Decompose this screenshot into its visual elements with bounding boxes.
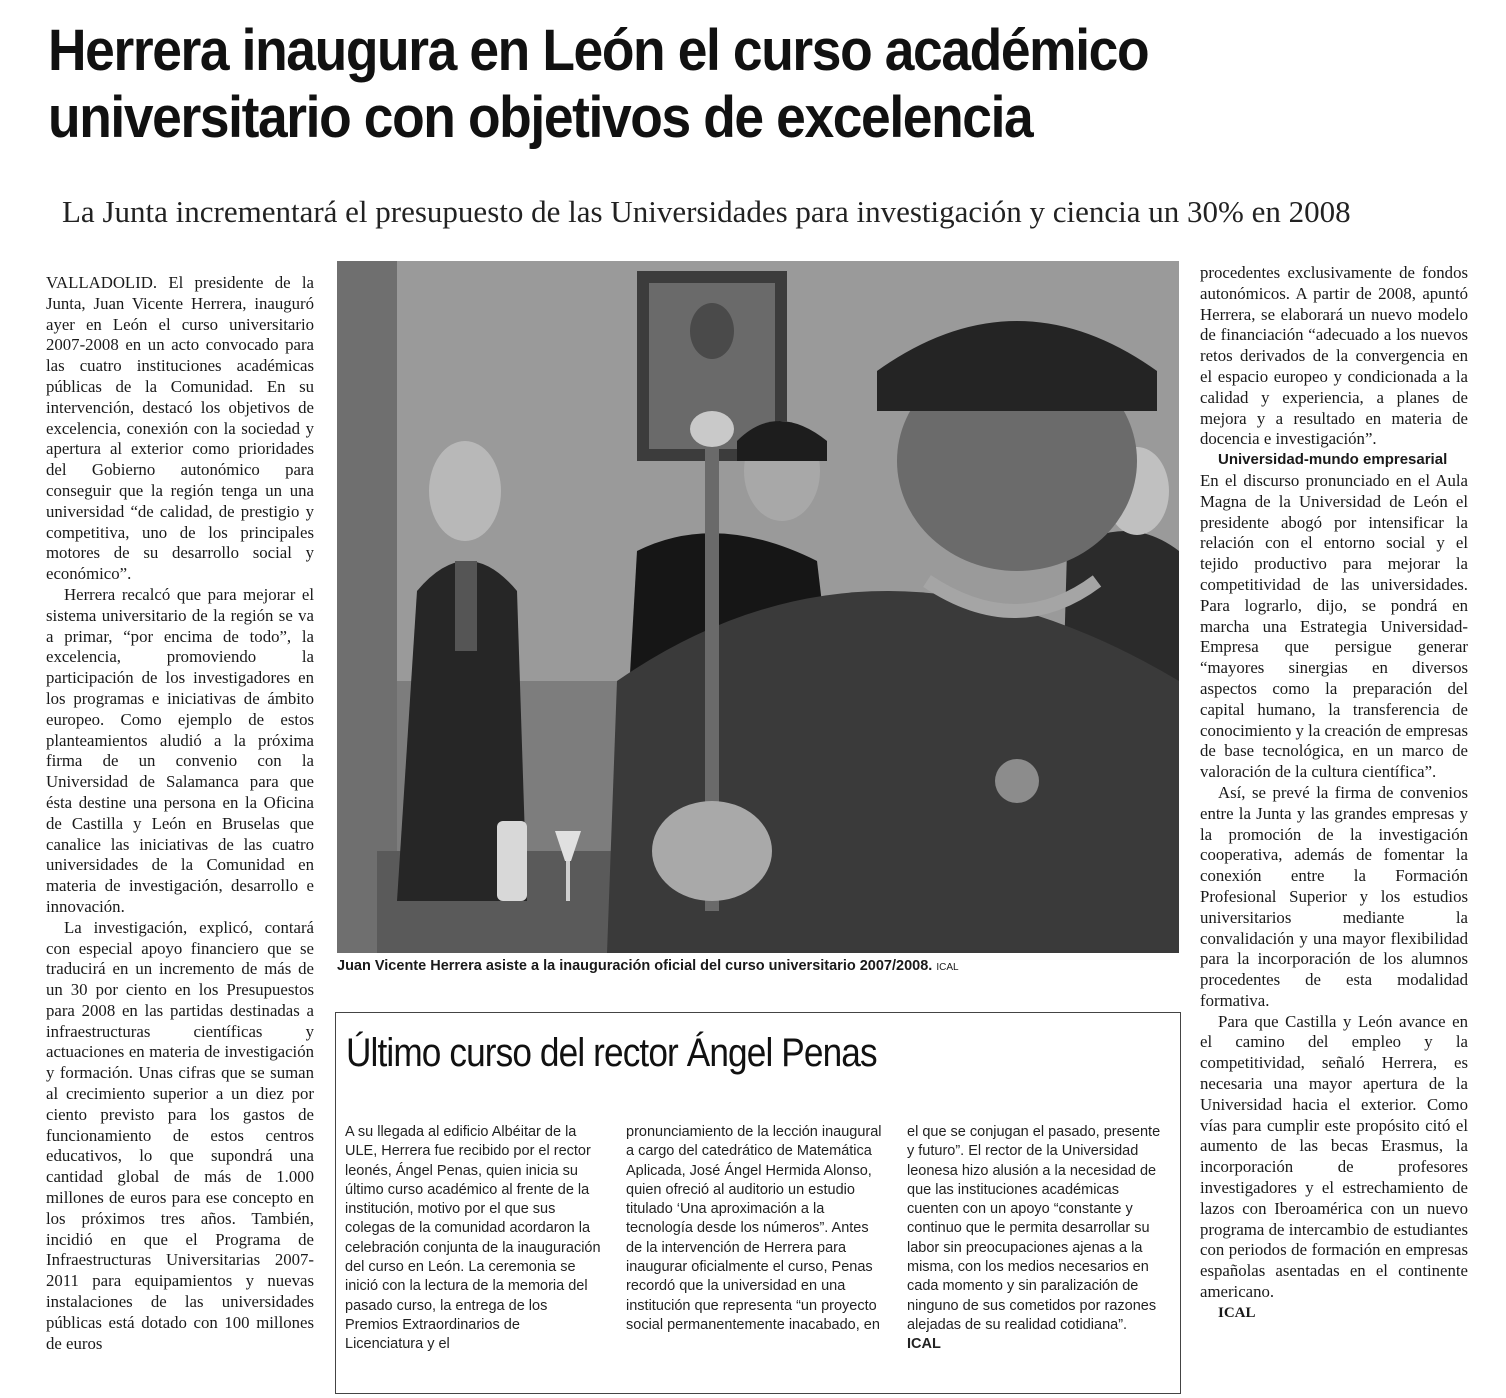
left-paragraph: Herrera recalcó que para mejorar el sistema universitario de la región se va a primar, “por encima de todo”, la excelencia, promoviendo la participación de los investigadores en los programas e iniciativas de ámbito europeo. Como ejemplo de estos planteamientos aludió a la próxima firma de un convenio con la Universidad de Salamanca para que ésta destine una persona en la Oficina de Castilla y León en Bruselas que canalice las iniciativas de las cuatro universidades de la Comunidad en materia de investigación, desarrollo e innovación. (46, 584, 314, 916)
sidebar-box-column (626, 1123, 882, 1335)
right-paragraph: procedentes exclusivamente de fondos autonómicos. A partir de 2008, apuntó Herrera, se elaborará un nuevo modelo de financiación “adecuado a los nuevos retos derivados de la convergencia en el espacio europeo y condicionada a la calidad y experiencia, a planes de mejora y a resultado en materia de docencia e investigación”. (1200, 263, 1468, 449)
sidebar-box-signature: ICAL (907, 1336, 941, 1353)
left-paragraph: La investigación, explicó, contará con especial apoyo financiero que se traducirá en un incremento de más de un 30 por ciento en los Presupuestos para 2008 en las partidas destinadas a infraestructuras científicas y actuaciones en materia de investigación y formación. Unas cifras que se suman al crecimiento superior a un diez por ciento previsto para los gastos de funcionamiento de estos centros educativos, lo que supondrá una cantidad global de más de 1.000 millones de euros para ese concepto en los próximos tres años. También, incidió en que el Programa de Infraestructuras Universitarias 2007-2011 para equipamientos y nuevas instalaciones de las universidades públicas está dotado con 100 millones de euros (46, 917, 314, 1353)
sidebar-box-text (907, 1123, 1163, 1355)
article-signature: ICAL (1218, 1304, 1256, 1321)
photo-caption (337, 958, 1179, 974)
right-paragraph: Para que Castilla y León avance en el camino del empleo y la competitividad, señaló Herrera, es necesaria una mayor apertura de la Universidad hacia el exterior. Como vías para cumplir este propósito citó el aumento de las becas Erasmus, la incorporación de profesores investigadores y el estrechamiento de lazos con Iberoamérica con un nuevo programa de intercambio de estudiantes con periodos de formación en empresas españolas asentadas en el continente americano. (1200, 1011, 1468, 1302)
photo-caption-text: Juan Vicente Herrera asiste a la inauguración oficial del curso universitario 2007/2008. (337, 958, 933, 974)
left-paragraph: VALLADOLID. El presidente de la Junta, Juan Vicente Herrera, inauguró ayer en León el curso universitario 2007-2008 en un acto convocado para las cuatro instituciones académicas públicas de la Comunidad. En su intervención, destacó los objetivos de excelencia, conexión con la sociedad y apertura al exterior como prioridades del Gobierno autonómico para conseguir que la región tenga un una universidad “de calidad, de prestigio y competitiva, uno de los principales motores de su desarrollo social y económico”. (46, 273, 314, 584)
photo-credit: ICAL (936, 962, 959, 973)
sidebar-box-text-final: el que se conjugan el pasado, presente y futuro”. El rector de la Universidad leonesa hizo alusión a la necesidad de que las instituciones académicas cuenten con un apoyo “constante y continuo que le permita desarrollar su labor sin preocupaciones ajenas a la misma, con los medios necesarios en cada momento y sin paralización de ninguno de sus cometidos por razones alejadas de su realidad cotidiana”. (907, 1124, 1161, 1333)
ceremony-photo-illustration (337, 261, 1179, 953)
sidebar-box-column (345, 1123, 601, 1355)
sidebar-box (335, 1012, 1181, 1394)
sidebar-box-text: pronunciamiento de la lección inaugural a cargo del catedrático de Matemática Aplicada, José Ángel Hermida Alonso, quien ofreció al auditorio un estudio titulado ‘Una aproximación a la tecnología desde los números”. Antes de la intervención de Herrera para inaugurar oficialmente el curso, Penas recordó que la universidad en una institución que representa “un proyecto social permanentemente inacabado, en (626, 1124, 882, 1333)
section-title: Universidad-mundo empresarial (1218, 451, 1448, 469)
right-paragraph: Así, se prevé la firma de convenios entre la Junta y las grandes empresas y la promoción de la investigación cooperativa, además de fomentar la conexión entre la Formación Profesional Superior y los estudios universitarios mediante la convalidación y una mayor flexibilidad para la incorporación de los alumnos procedentes de esta modalidad formativa. (1200, 782, 1468, 1010)
right-paragraph: En el discurso pronunciado en el Aula Magna de la Universidad de León el presidente abogó por intensificar la relación con el entorno social y el tejido productivo para mejorar la competitividad de las universidades. Para lograrlo, dijo, se pondrá en marcha una Estrategia Universidad-Empresa que persigue generar “mayores sinergias en diversos aspectos como la preparación del capital humano, la transferencia de conocimiento y la creación de empresas de base tecnológica, en un marco de valoración de la cultura científica”. (1200, 470, 1468, 782)
subheadline: La Junta incrementará el presupuesto de las Universidades para investigación y ciencia un 30% en 2008 (62, 194, 1351, 229)
sidebar-box-text: A su llegada al edificio Albéitar de la ULE, Herrera fue recibido por el rector leonés, Ángel Penas, quien inicia su último curso académico al frente de la institución, motivo por el que sus colegas de la comunidad acordaron la celebración conjunta de la inauguración del curso en León. La ceremonia se inició con la lectura de la memoria del pasado curso, la entrega de los Premios Extraordinarios de Licenciatura y el (345, 1124, 601, 1353)
headline: Herrera inaugura en León el curso académico universitario con objetivos de excelencia (48, 18, 1149, 150)
right-column (1200, 263, 1468, 1324)
article-photo (337, 261, 1179, 953)
sidebar-box-title: Último curso del rector Ángel Penas (346, 1031, 877, 1075)
sidebar-box-column (907, 1123, 1163, 1355)
left-column (46, 273, 314, 1354)
